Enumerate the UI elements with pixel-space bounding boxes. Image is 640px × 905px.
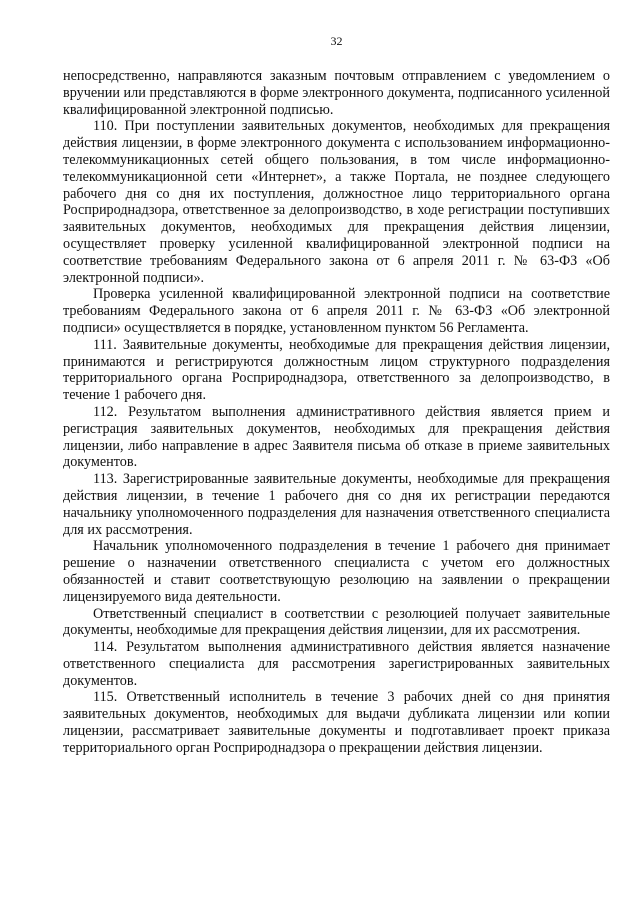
paragraph-continuation: непосредственно, направляются заказным почтовым отправлением с уведомлением о вручении или представляются в форме электронного документа, подписанного усиленной квалифицированной электронной подписью. (63, 68, 610, 118)
paragraph-110: 110. При поступлении заявительных документов, необходимых для прекращения действия лицензии, в форме электронного документа с использованием информационно-телекоммуникационных сетей общего пользования, в том числе информационно-телекоммуникационной сети «Интернет», а также Портала, не позднее следующего рабочего дня со дня их поступления, должностное лицо территориального органа Росприроднадзора, ответственное за делопроизводство, в ходе регистрации поступивших заявительных документов, необходимых для прекращения действия лицензии, осуществляет проверку усиленной квалифицированной электронной подписи на соответствие требованиям Федерального закона от 6 апреля 2011 г. № 63-ФЗ «Об электронной подписи». (63, 118, 610, 286)
paragraph-specialist: Ответственный специалист в соответствии с резолюцией получает заявительные документы, необходимые для прекращения действия лицензии, для их рассмотрения. (63, 605, 610, 639)
paragraph-115: 115. Ответственный исполнитель в течение 3 рабочих дней со дня принятия заявительных документов, необходимых для выдачи дубликата лицензии или копии лицензии, рассматривает заявительные документы и подготавливает проект приказа территориального орган Росприроднадзора о прекращении действия лицензии. (63, 689, 610, 756)
page-number: 32 (330, 34, 343, 48)
paragraph-114: 114. Результатом выполнения административного действия является назначение ответственного специалиста для рассмотрения зарегистрированных заявительных документов. (63, 639, 610, 689)
paragraph-113: 113. Зарегистрированные заявительные документы, необходимые для прекращения действия лицензии, в течение 1 рабочего дня со дня их регистрации передаются начальнику уполномоченного подразделения для назначения ответственного специалиста для их рассмотрения. (63, 471, 610, 538)
document-body (63, 68, 610, 757)
paragraph-112: 112. Результатом выполнения административного действия является прием и регистрация заявительных документов, необходимых для прекращения действия лицензии, либо направление в адрес Заявителя письма об отказе в приеме заявительных документов. (63, 403, 610, 471)
paragraph-111: 111. Заявительные документы, необходимые для прекращения действия лицензии, принимаются и регистрируются должностным лицом структурного подразделения территориального органа Росприроднадзора, ответственного за делопроизводство, в течение 1 рабочего дня. (63, 336, 610, 404)
paragraph-head-decision: Начальник уполномоченного подразделения в течение 1 рабочего дня принимает решение о назначении ответственного специалиста с учетом его должностных обязанностей и ставит соответствующую резолюцию на заявлении о прекращении лицензируемого вида деятельности. (63, 538, 610, 605)
paragraph-signature-check: Проверка усиленной квалифицированной электронной подписи на соответствие требованиям Федерального закона от 6 апреля 2011 г. № 63-ФЗ «Об электронной подписи» осуществляется в порядке, установленном пунктом 56 Регламента. (63, 286, 610, 336)
